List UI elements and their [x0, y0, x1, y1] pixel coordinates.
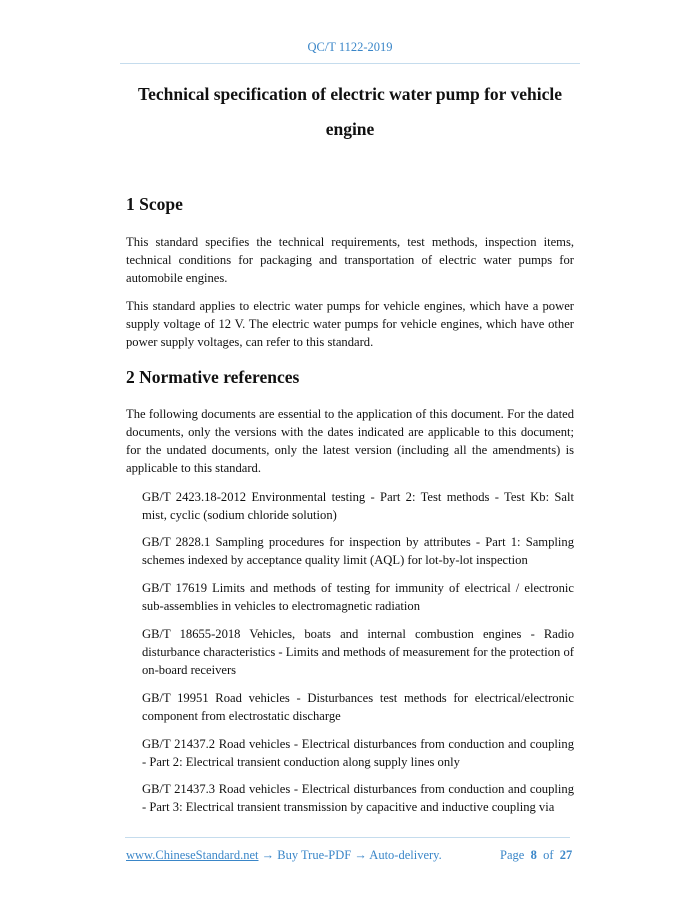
standard-code-header: QC/T 1122-2019 [307, 40, 393, 54]
document-title-line2: engine [325, 119, 375, 139]
document-title-line1: Technical specification of electric water pump for vehicle [138, 84, 562, 104]
reference-item: GB/T 2828.1 Sampling procedures for inspection by attributes - Part 1: Sampling schemes indexed by acceptance quality limit (AQL) for lot-by-lot inspection [142, 535, 574, 567]
current-page: 8 [530, 848, 537, 862]
reference-item: GB/T 21437.2 Road vehicles - Electrical disturbances from conduction and coupling - Part 2: Electrical transient conduction along supply lines only [142, 737, 574, 769]
footer-promo [126, 848, 442, 863]
chinese-standard-link[interactable]: www.ChineseStandard.net [126, 848, 259, 862]
references-intro-paragraph: The following documents are essential to the application of this document. For the dated documents, only the versions with the dates indicated are applicable to this document; for the undated documents, only the latest version (including all the amendments) is applicable to this standard. [126, 407, 574, 475]
page-indicator [500, 848, 572, 863]
reference-item: GB/T 2423.18-2012 Environmental testing - Part 2: Test methods - Test Kb: Salt mist, cyclic (sodium chloride solution) [142, 490, 574, 522]
header-divider [120, 63, 580, 64]
page-label: Page [500, 848, 525, 862]
footer-promo-text: → Buy True-PDF → Auto-delivery. [258, 848, 442, 862]
reference-item: GB/T 19951 Road vehicles - Disturbances test methods for electrical/electronic component from electrostatic discharge [142, 691, 574, 723]
reference-item: GB/T 17619 Limits and methods of testing for immunity of electrical / electronic sub-assemblies in vehicles to electromagnetic radiation [142, 581, 574, 613]
scope-paragraph-1: This standard specifies the technical requirements, test methods, inspection items, technical conditions for packaging and transportation of electric water pumps for automobile engines. [126, 235, 574, 285]
reference-item: GB/T 18655-2018 Vehicles, boats and internal combustion engines - Radio disturbance characteristics - Limits and methods of measurement for the protection of on-board receivers [142, 627, 574, 677]
section-heading-normative-references: 2 Normative references [126, 367, 300, 387]
footer-divider [125, 837, 570, 838]
scope-paragraph-2: This standard applies to electric water pumps for vehicle engines, which have a power supply voltage of 12 V. The electric water pumps for vehicle engines, which have other power supply voltages, can refer to this standard. [126, 299, 574, 349]
section-heading-scope: 1 Scope [126, 194, 183, 214]
of-label: of [543, 848, 554, 862]
reference-item: GB/T 21437.3 Road vehicles - Electrical disturbances from conduction and coupling - Part 3: Electrical transient transmission by capacitive and inductive coupling via [142, 782, 574, 814]
total-pages: 27 [559, 848, 573, 862]
